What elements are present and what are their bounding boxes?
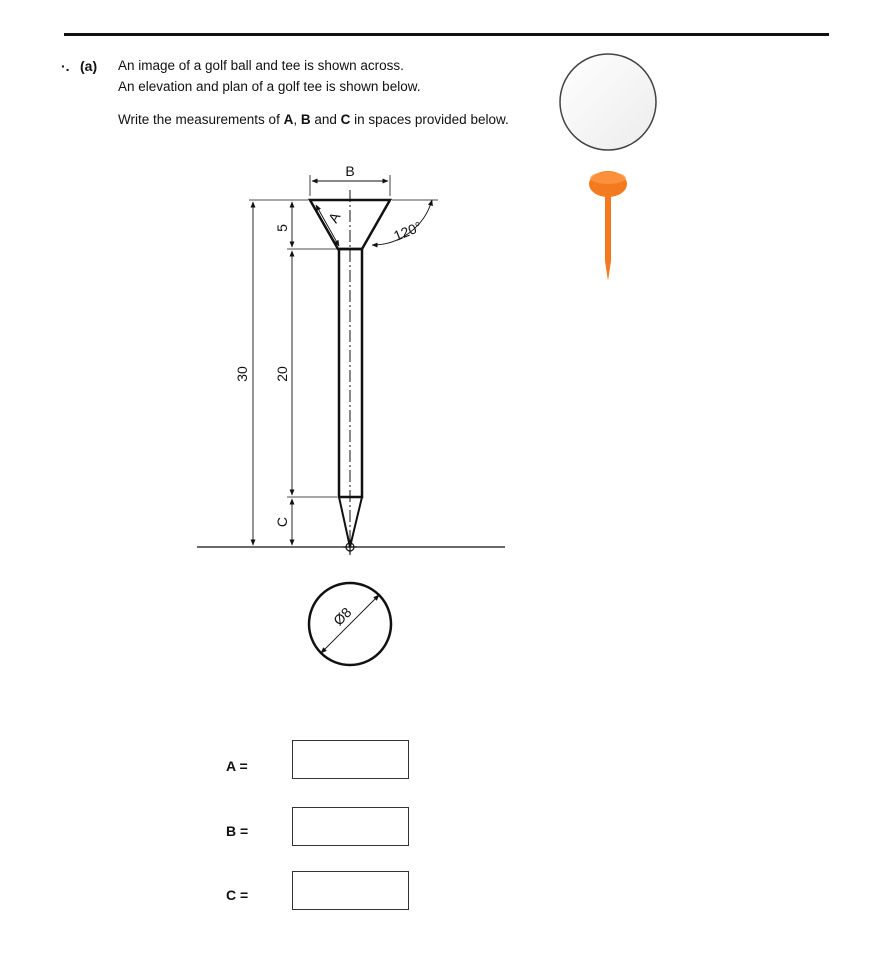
- question-number: ·.: [61, 58, 70, 74]
- angle-label: 120°: [391, 218, 425, 244]
- dim-5-label: 5: [274, 224, 290, 232]
- answer-b-label: B =: [226, 823, 249, 839]
- question-line-3: Write the measurements of A, B and C in spaces provided below.: [118, 112, 509, 127]
- question-line-2: An elevation and plan of a golf tee is shown below.: [118, 79, 421, 94]
- answer-c-label: C =: [226, 887, 249, 903]
- golf-tee-image: [589, 171, 627, 281]
- answer-c-box[interactable]: [292, 871, 409, 910]
- dim-30-label: 30: [234, 366, 250, 382]
- question-line-1: An image of a golf ball and tee is shown across.: [118, 58, 404, 73]
- label-c: C: [274, 516, 290, 528]
- answer-a-box[interactable]: [292, 740, 409, 779]
- answer-b-box[interactable]: [292, 807, 409, 846]
- answer-a-label: A =: [226, 758, 248, 774]
- label-b: B: [345, 163, 355, 179]
- tee-plan-view: [309, 583, 391, 665]
- dim-20-label: 20: [274, 366, 290, 382]
- golf-ball-image: [560, 54, 656, 150]
- question-part: (a): [80, 58, 98, 74]
- diameter-label: Ø8: [330, 604, 355, 629]
- label-a: A: [324, 209, 344, 226]
